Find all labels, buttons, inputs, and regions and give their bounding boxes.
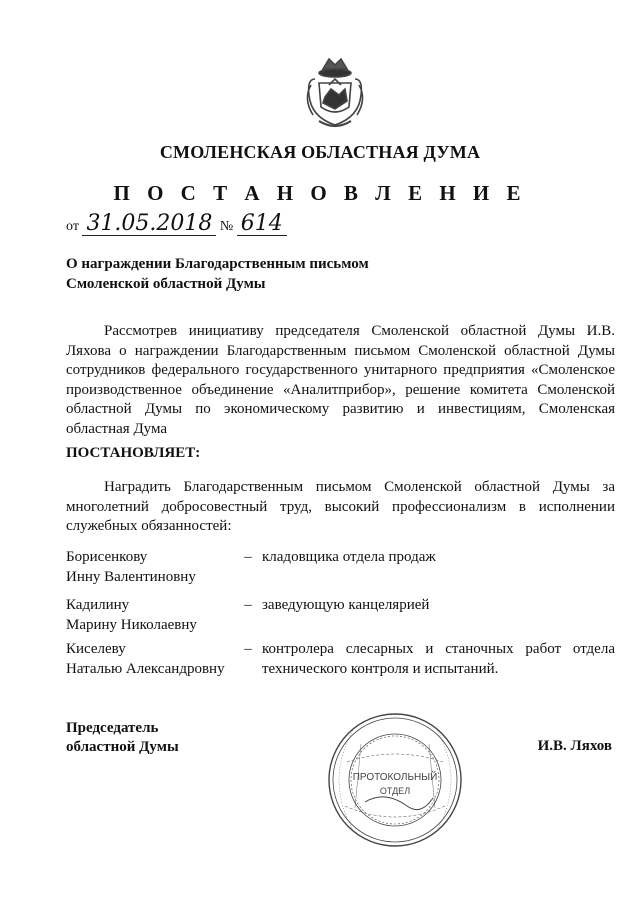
- organization-title: СМОЛЕНСКАЯ ОБЛАСТНАЯ ДУМА: [159, 142, 481, 162]
- awardee-dash: –: [244, 641, 252, 657]
- awardee-name: [66, 640, 236, 679]
- date-number-line: [66, 213, 287, 236]
- awardee-dash: –: [244, 597, 252, 613]
- stamp-text: ОТДЕЛ: [379, 786, 411, 796]
- awardee-row: [66, 596, 615, 636]
- decision-paragraph: [66, 478, 615, 537]
- date-value: 31.05.2018: [82, 213, 216, 236]
- stamp-text: ПРОТОКОЛЬНЫЙ: [352, 772, 438, 783]
- awardee-position: кладовщика отдела продаж: [262, 549, 436, 565]
- resolves-heading: ПОСТАНОВЛЯЕТ:: [66, 445, 201, 461]
- signatory-title-line: Председатель: [66, 720, 159, 736]
- signatory-title-line: областной Думы: [66, 739, 179, 755]
- subject-line: Смоленской областной Думы: [66, 276, 266, 292]
- awardee-surname: Кадилину: [66, 597, 130, 613]
- document-subject: [66, 254, 369, 294]
- official-stamp: [325, 710, 465, 850]
- awardee-surname: Киселеву: [66, 641, 126, 657]
- date-prefix: от: [66, 219, 79, 234]
- subject-line: О награждении Благодарственным письмом: [66, 256, 369, 272]
- preamble-paragraph: [66, 322, 615, 439]
- number-value: 614: [237, 213, 287, 236]
- awardee-name: [66, 596, 236, 635]
- number-prefix: №: [219, 219, 234, 234]
- awardee-row: [66, 548, 615, 588]
- awardee-position: заведующую канцелярией: [262, 597, 430, 613]
- coat-of-arms-icon: [295, 55, 375, 135]
- signatory-title: [66, 719, 179, 757]
- awardee-given-names: Инну Валентиновну: [66, 568, 196, 585]
- awardee-given-names: Наталью Александровну: [66, 660, 225, 677]
- document-type: П О С Т А Н О В Л Е Н И Е: [113, 181, 527, 205]
- awardee-position: контролера слесарных и станочных работ отдела технического контроля и испытаний.: [262, 641, 615, 677]
- signatory-name: И.В. Ляхов: [537, 738, 612, 754]
- preamble-text: Рассмотрев инициативу председателя Смоленской областной Думы И.В. Ляхова о награждении Благодарственным письмом Смоленской областной Думы сотрудников федерального государственного унитарного предприятия «Смоленское производственное объединение «Аналитприбор», решение комитета Смоленской областной Думы по экономическому развитию и инвестициям, Смоленская областная Дума: [66, 323, 615, 437]
- awardee-surname: Борисенкову: [66, 549, 148, 565]
- awardee-given-names: Марину Николаевну: [66, 616, 197, 633]
- awardee-row: [66, 640, 615, 680]
- awardee-dash: –: [244, 549, 252, 565]
- decision-text: Наградить Благодарственным письмом Смоленской областной Думы за многолетний добросовестный труд, высокий профессионализм в исполнении служебных обязанностей:: [66, 479, 615, 534]
- awardee-name: [66, 548, 236, 587]
